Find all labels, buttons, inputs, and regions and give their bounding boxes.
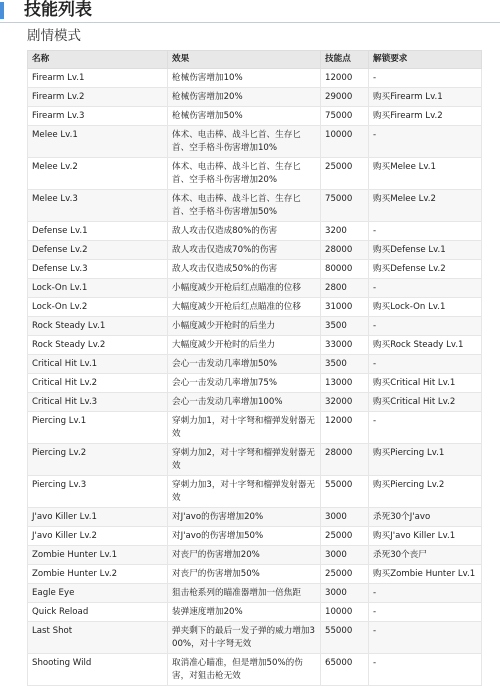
skill-name: Defense Lv.2 [28,241,168,260]
table-row [28,336,482,355]
table-row [28,444,482,476]
skill-unlock: 购买Defense Lv.2 [369,260,482,279]
skill-points: 12000 [321,69,369,88]
skill-points: 25000 [321,527,369,546]
skill-points: 3500 [321,317,369,336]
skill-effect: 对J'avo的伤害增加20% [168,508,321,527]
table-row [28,527,482,546]
skill-name: Rock Steady Lv.1 [28,317,168,336]
header-effect: 效果 [168,51,321,69]
header-skill-points: 技能点 [321,51,369,69]
skill-effect: 对J'avo的伤害增加50% [168,527,321,546]
skill-points: 75000 [321,107,369,126]
skill-effect: 枪械伤害增加10% [168,69,321,88]
skill-points: 29000 [321,88,369,107]
table-row [28,222,482,241]
skill-effect: 取消准心瞄准，但是增加50%的伤害，对狙击枪无效 [168,654,321,686]
skill-unlock: - [369,603,482,622]
section-title: 剧情模式 [27,28,81,44]
table-row [28,654,482,686]
skill-effect: 狙击枪系列的瞄准器增加一倍焦距 [168,584,321,603]
skills-table [27,50,482,686]
skill-name: Critical Hit Lv.3 [28,393,168,412]
skill-points: 3000 [321,508,369,527]
skill-points: 13000 [321,374,369,393]
table-row [28,69,482,88]
skill-unlock: - [369,69,482,88]
skill-points: 55000 [321,622,369,654]
table-row [28,476,482,508]
skill-unlock: 购买Lock-On Lv.1 [369,298,482,317]
skill-unlock: 杀死30个J'avo [369,508,482,527]
header-name: 名称 [28,51,168,69]
skill-unlock: - [369,222,482,241]
skill-name: Piercing Lv.3 [28,476,168,508]
skill-effect: 装弹速度增加20% [168,603,321,622]
header-unlock: 解锁要求 [369,51,482,69]
skill-effect: 穿刺力加2，对十字弩和榴弹发射器无效 [168,444,321,476]
skill-name: Quick Reload [28,603,168,622]
skill-name: Defense Lv.1 [28,222,168,241]
skill-unlock: 购买Zombie Hunter Lv.1 [369,565,482,584]
skill-unlock: 购买Melee Lv.1 [369,158,482,190]
skill-name: Firearm Lv.1 [28,69,168,88]
skill-points: 25000 [321,565,369,584]
table-row [28,158,482,190]
skill-unlock: - [369,622,482,654]
skill-effect: 体术、电击棒、战斗匕首、生存匕首、空手格斗伤害增加20% [168,158,321,190]
skill-name: Zombie Hunter Lv.1 [28,546,168,565]
skill-unlock: - [369,317,482,336]
skill-points: 25000 [321,158,369,190]
skill-points: 3500 [321,355,369,374]
table-row [28,190,482,222]
skill-name: Lock-On Lv.1 [28,279,168,298]
skill-effect: 敌人攻击仅造成50%的伤害 [168,260,321,279]
skill-name: Shooting Wild [28,654,168,686]
table-row [28,260,482,279]
skill-name: J'avo Killer Lv.2 [28,527,168,546]
skill-unlock: 购买Rock Steady Lv.1 [369,336,482,355]
table-row [28,317,482,336]
skill-unlock: - [369,654,482,686]
skill-effect: 小幅度减少开枪时的后坐力 [168,317,321,336]
skill-name: Critical Hit Lv.1 [28,355,168,374]
skill-effect: 体术、电击棒、战斗匕首、生存匕首、空手格斗伤害增加10% [168,126,321,158]
skill-name: Defense Lv.3 [28,260,168,279]
table-row [28,412,482,444]
skill-effect: 大幅度减少开枪后红点瞄准的位移 [168,298,321,317]
skill-effect: 对丧尸的伤害增加50% [168,565,321,584]
table-header-row [28,51,482,69]
skill-points: 80000 [321,260,369,279]
skill-points: 10000 [321,603,369,622]
skill-effect: 会心一击发动几率增加50% [168,355,321,374]
skill-name: Firearm Lv.3 [28,107,168,126]
table-row [28,279,482,298]
skill-points: 32000 [321,393,369,412]
skill-name: Melee Lv.2 [28,158,168,190]
skill-unlock: - [369,584,482,603]
skill-points: 33000 [321,336,369,355]
table-row [28,546,482,565]
skill-points: 75000 [321,190,369,222]
skill-unlock: 购买Piercing Lv.2 [369,476,482,508]
table-row [28,374,482,393]
page-title: 技能列表 [24,0,92,20]
skill-effect: 大幅度减少开枪时的后坐力 [168,336,321,355]
skill-points: 65000 [321,654,369,686]
skill-effect: 枪械伤害增加20% [168,88,321,107]
skill-effect: 体术、电击棒、战斗匕首、生存匕首、空手格斗伤害增加50% [168,190,321,222]
skill-name: Firearm Lv.2 [28,88,168,107]
skill-effect: 对丧尸的伤害增加20% [168,546,321,565]
skill-unlock: 购买Piercing Lv.1 [369,444,482,476]
skill-points: 55000 [321,476,369,508]
table-row [28,565,482,584]
table-row [28,298,482,317]
skill-name: Melee Lv.1 [28,126,168,158]
table-row [28,584,482,603]
skill-points: 28000 [321,241,369,260]
skill-effect: 会心一击发动几率增加75% [168,374,321,393]
skill-effect: 小幅度减少开枪后红点瞄准的位移 [168,279,321,298]
table-row [28,126,482,158]
skill-name: Piercing Lv.2 [28,444,168,476]
skill-points: 3200 [321,222,369,241]
skill-name: Last Shot [28,622,168,654]
skill-effect: 敌人攻击仅造成70%的伤害 [168,241,321,260]
skill-unlock: - [369,412,482,444]
skill-effect: 穿刺力加3，对十字弩和榴弹发射器无效 [168,476,321,508]
skill-unlock: 购买Defense Lv.1 [369,241,482,260]
skill-name: Zombie Hunter Lv.2 [28,565,168,584]
page-title-bar [0,0,500,23]
skill-points: 3000 [321,546,369,565]
table-row [28,355,482,374]
table-row [28,88,482,107]
skill-unlock: 购买Firearm Lv.2 [369,107,482,126]
skill-unlock: - [369,355,482,374]
table-row [28,393,482,412]
skill-unlock: - [369,126,482,158]
skill-name: Melee Lv.3 [28,190,168,222]
skill-unlock: 杀死30个丧尸 [369,546,482,565]
skill-effect: 会心一击发动几率增加100% [168,393,321,412]
skill-unlock: 购买Critical Hit Lv.1 [369,374,482,393]
skill-unlock: 购买Firearm Lv.1 [369,88,482,107]
skill-name: Piercing Lv.1 [28,412,168,444]
skill-effect: 穿刺力加1，对十字弩和榴弹发射器无效 [168,412,321,444]
skill-points: 12000 [321,412,369,444]
table-row [28,508,482,527]
skill-points: 28000 [321,444,369,476]
skill-name: Critical Hit Lv.2 [28,374,168,393]
skill-name: Lock-On Lv.2 [28,298,168,317]
skill-points: 3000 [321,584,369,603]
table-row [28,241,482,260]
skill-points: 10000 [321,126,369,158]
table-row [28,622,482,654]
skill-points: 2800 [321,279,369,298]
skill-name: J'avo Killer Lv.1 [28,508,168,527]
skill-effect: 枪械伤害增加50% [168,107,321,126]
skill-name: Eagle Eye [28,584,168,603]
skill-unlock: - [369,279,482,298]
table-row [28,107,482,126]
skill-unlock: 购买J'avo Killer Lv.1 [369,527,482,546]
skill-effect: 敌人攻击仅造成80%的伤害 [168,222,321,241]
table-row [28,603,482,622]
title-marker [0,2,4,19]
skill-unlock: 购买Critical Hit Lv.2 [369,393,482,412]
skill-name: Rock Steady Lv.2 [28,336,168,355]
skill-points: 31000 [321,298,369,317]
skill-effect: 弹夹剩下的最后一发子弹的威力增加300%，对十字弩无效 [168,622,321,654]
skill-unlock: 购买Melee Lv.2 [369,190,482,222]
